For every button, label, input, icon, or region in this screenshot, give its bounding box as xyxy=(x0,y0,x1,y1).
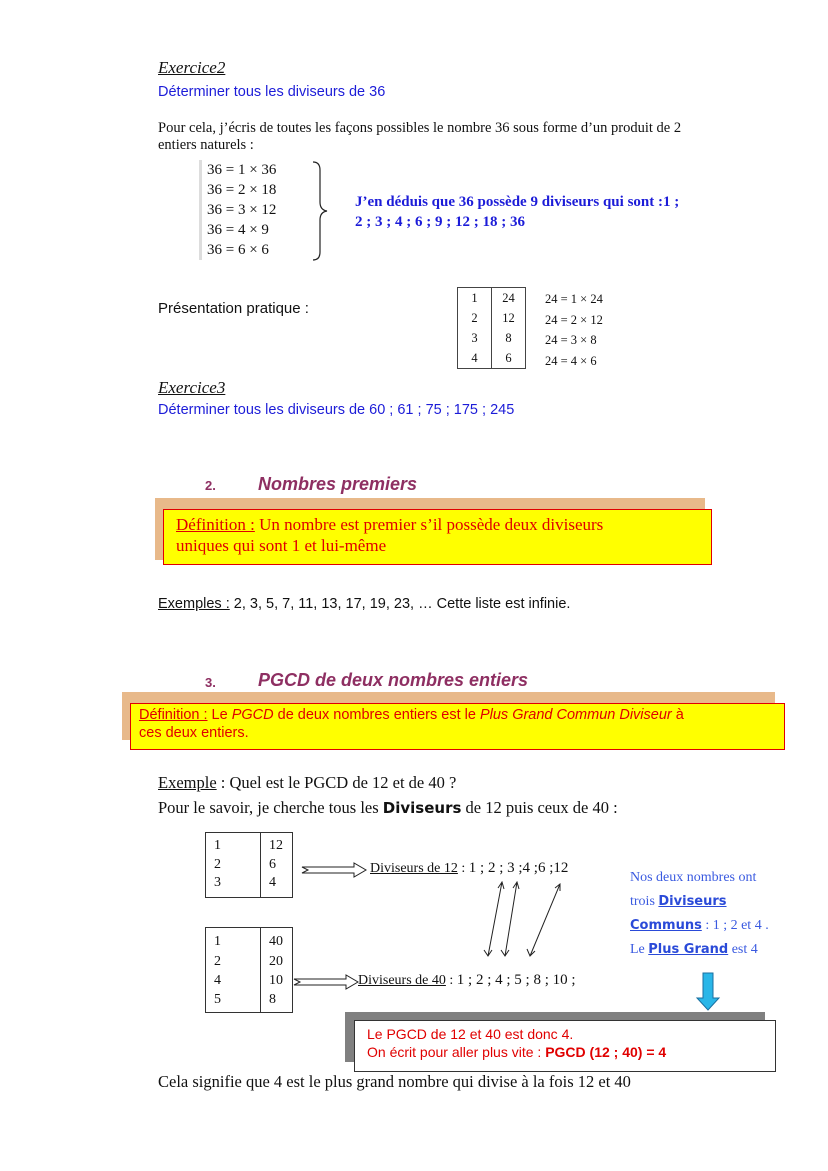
question-text: : Quel est le PGCD de 12 et de 40 ? xyxy=(216,773,457,792)
definition-text: uniques qui sont 1 et lui-même xyxy=(176,536,387,555)
examples-text: 2, 3, 5, 7, 11, 13, 17, 19, 23, … Cette liste est infinie. xyxy=(229,596,571,612)
prime-examples xyxy=(158,596,570,612)
equation: 24 = 4 × 6 xyxy=(545,353,597,368)
section2-number: 2. xyxy=(205,478,216,493)
definition-label: Définition : xyxy=(176,515,255,534)
table-row xyxy=(206,992,293,1013)
cell: 8 xyxy=(269,992,276,1007)
cell: 2 xyxy=(206,954,261,973)
equations xyxy=(207,160,276,260)
emphasis: Diviseurs xyxy=(382,799,462,817)
note-line xyxy=(630,938,769,962)
note-line xyxy=(630,914,769,938)
text: est 4 xyxy=(728,942,758,957)
matching-arrows-icon xyxy=(480,880,570,960)
divisors-of-40 xyxy=(358,972,576,989)
values: 1 ; 2 ; 4 ; 5 ; 8 ; 10 ; xyxy=(456,972,576,988)
cell: 12 xyxy=(269,838,283,853)
table-row xyxy=(458,288,526,309)
definition-text: ces deux entiers. xyxy=(139,725,249,741)
divisor-pairs-12 xyxy=(205,832,293,898)
double-arrow-icon xyxy=(292,974,362,990)
cell: 3 xyxy=(206,875,261,898)
equation: 24 = 1 × 24 xyxy=(545,292,603,306)
table-row xyxy=(458,328,526,348)
pgcd-result: PGCD (12 ; 40) = 4 xyxy=(545,1044,667,1060)
cell: 4 xyxy=(458,348,492,369)
cell: 2 xyxy=(206,857,261,875)
text: Le xyxy=(630,942,649,957)
table-row xyxy=(206,928,293,955)
cell: 8 xyxy=(492,328,526,348)
emphasis: Diviseurs xyxy=(658,894,727,909)
table-row xyxy=(458,348,526,369)
table-row xyxy=(206,973,293,992)
conclusion xyxy=(355,192,679,232)
table-row xyxy=(458,308,526,328)
method-line xyxy=(158,798,618,818)
divisors-of-12 xyxy=(370,860,568,877)
cell: 1 xyxy=(206,833,261,857)
exercise3-task: Déterminer tous les diviseurs de 60 ; 61 ; 75 ; 175 ; 245 xyxy=(158,402,515,418)
examples-label: Exemples : xyxy=(158,596,230,612)
intro-line-1: Pour cela, j’écris de toutes les façons possibles le nombre 36 sous forme d’un produit de 2 xyxy=(158,120,682,136)
equation: 36 = 3 × 12 xyxy=(207,202,277,218)
conclusion-line: 2 ; 3 ; 4 ; 6 ; 9 ; 12 ; 18 ; 36 xyxy=(355,214,525,230)
definition-label: Définition : xyxy=(139,707,208,723)
cell: 4 xyxy=(206,973,261,992)
text: trois xyxy=(630,894,659,909)
final-statement: Cela signifie que 4 est le plus grand nombre qui divise à la fois 12 et 40 xyxy=(158,1072,631,1091)
definition-term: PGCD xyxy=(231,707,274,723)
emphasis: Plus Grand xyxy=(648,942,729,957)
cell: 1 xyxy=(458,288,492,309)
section3-title: PGCD de deux nombres entiers xyxy=(258,670,529,690)
result-line xyxy=(367,1043,775,1061)
prime-definition-box xyxy=(163,509,712,565)
cell: 6 xyxy=(492,348,526,369)
cell: 10 xyxy=(269,973,283,989)
section2-title: Nombres premiers xyxy=(258,474,418,494)
cell: 1 xyxy=(206,928,261,955)
cell: 6 xyxy=(269,856,276,872)
table-row xyxy=(206,833,293,857)
emphasis: Communs xyxy=(630,918,702,933)
definition-text: à xyxy=(671,707,684,723)
equation: 24 = 3 × 8 xyxy=(545,333,597,347)
definition-term: Plus Grand Commun Diviseur xyxy=(479,707,672,723)
cell: 20 xyxy=(269,954,283,970)
equation: 36 = 4 × 9 xyxy=(207,222,269,238)
sep: : xyxy=(445,973,457,988)
definition-text: Le xyxy=(207,707,232,723)
example-label: Exemple xyxy=(158,773,217,792)
cell: 40 xyxy=(269,934,283,949)
cell: 12 xyxy=(492,308,526,328)
label: Diviseurs de 40 xyxy=(358,973,446,988)
down-arrow-icon xyxy=(695,972,721,1012)
label: Diviseurs de 12 xyxy=(370,861,458,876)
margin-bar xyxy=(199,160,202,260)
table-equations xyxy=(545,289,603,371)
result-line: Le PGCD de 12 et 40 est donc 4. xyxy=(367,1026,574,1042)
table-row xyxy=(206,875,293,898)
common-divisors-note xyxy=(630,866,769,962)
table-row xyxy=(206,857,293,875)
exercise2-title: Exercice2 xyxy=(158,58,226,77)
text: Pour le savoir, je cherche tous les xyxy=(158,798,383,817)
cell: 24 xyxy=(492,288,526,309)
definition-text: de deux nombres entiers est le xyxy=(273,707,480,723)
right-brace-icon xyxy=(310,160,330,262)
conclusion-line: J’en déduis que 36 possède 9 diviseurs qui sont :1 ; xyxy=(355,194,680,210)
pgcd-definition-box xyxy=(130,703,785,750)
table-row xyxy=(206,954,293,973)
values: 1 ; 2 ; 3 ;4 ;6 ;12 xyxy=(468,860,569,876)
note-line: Nos deux nombres ont xyxy=(630,870,757,885)
cell: 2 xyxy=(458,308,492,328)
cell: 4 xyxy=(269,875,276,890)
cell: 3 xyxy=(458,328,492,348)
text: de 12 puis ceux de 40 : xyxy=(461,798,618,817)
definition-text: Un nombre est premier s’il possède deux diviseurs xyxy=(254,515,604,534)
divisors-table-24 xyxy=(457,287,526,369)
equation: 36 = 1 × 36 xyxy=(207,162,277,178)
sep: : xyxy=(457,861,469,876)
equation: 24 = 2 × 12 xyxy=(545,312,603,327)
exercise2-task: Déterminer tous les diviseurs de 36 xyxy=(158,84,386,100)
presentation-label: Présentation pratique : xyxy=(158,300,309,317)
intro-line-2: entiers naturels : xyxy=(158,137,254,153)
result-box xyxy=(354,1020,776,1072)
text: : 1 ; 2 et 4 . xyxy=(701,918,769,933)
note-line xyxy=(630,890,769,914)
text: On écrit pour aller plus vite : xyxy=(367,1044,546,1060)
equation: 36 = 2 × 18 xyxy=(207,182,277,198)
example-question xyxy=(158,773,456,793)
divisor-pairs-40 xyxy=(205,927,293,1013)
cell: 5 xyxy=(206,992,261,1013)
section3-number: 3. xyxy=(205,675,216,690)
double-arrow-icon xyxy=(300,862,370,878)
exercise3-title: Exercice3 xyxy=(158,378,226,397)
equation: 36 = 6 × 6 xyxy=(207,242,269,258)
